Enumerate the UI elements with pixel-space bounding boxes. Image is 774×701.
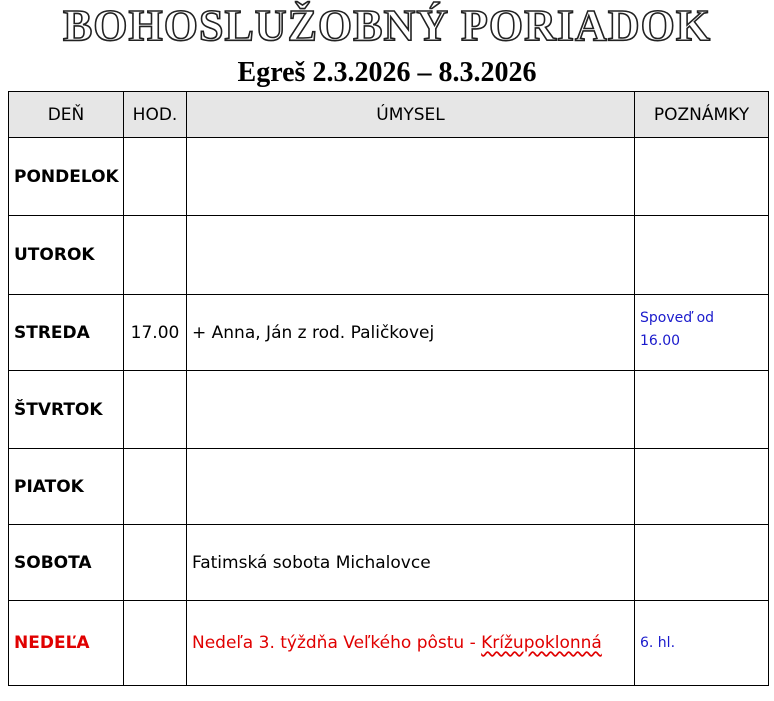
day-cell: UTOROK: [9, 216, 124, 295]
intention-cell: [187, 138, 635, 216]
table-row: [9, 449, 769, 525]
intention-cell: [187, 371, 635, 449]
note-cell: 6. hl.: [635, 601, 769, 686]
date-range-subtitle: Egreš 2.3.2026 – 8.3.2026: [237, 57, 537, 88]
note-cell: [635, 138, 769, 216]
intention-cell: + Anna, Ján z rod. Paličkovej: [187, 295, 635, 371]
time-cell: 17.00: [124, 295, 187, 371]
time-cell: [124, 216, 187, 295]
note-cell: [635, 449, 769, 525]
intention-cell: Fatimská sobota Michalovce: [187, 525, 635, 601]
schedule-table: [8, 91, 769, 686]
note-line: 16.00: [640, 333, 681, 349]
note-cell: [635, 216, 769, 295]
day-cell: SOBOTA: [9, 525, 124, 601]
column-header-time: HOD.: [124, 92, 187, 138]
intention-cell: [187, 216, 635, 295]
table-row: [9, 601, 769, 686]
day-cell: ŠTVRTOK: [9, 371, 124, 449]
time-cell: [124, 138, 187, 216]
time-cell: [124, 601, 187, 686]
day-cell: PIATOK: [9, 449, 124, 525]
intention-text: Nedeľa 3. týždňa Veľkého pôstu -: [192, 633, 482, 653]
table-row: [9, 216, 769, 295]
day-cell: STREDA: [9, 295, 124, 371]
column-header-intention: ÚMYSEL: [187, 92, 635, 138]
note-cell: [635, 295, 769, 371]
column-header-day: DEŇ: [9, 92, 124, 138]
table-row: [9, 295, 769, 371]
table-row: [9, 525, 769, 601]
table-header-row: [9, 92, 769, 138]
time-cell: [124, 525, 187, 601]
day-cell: PONDELOK: [9, 138, 124, 216]
day-cell: NEDEĽA: [9, 601, 124, 686]
table-row: [9, 138, 769, 216]
column-header-notes: POZNÁMKY: [635, 92, 769, 138]
intention-cell: [187, 601, 635, 686]
intention-cell: [187, 449, 635, 525]
intention-underlined-text: Krížupoklonná: [481, 633, 602, 653]
note-cell: [635, 371, 769, 449]
page-title: BOHOSLUŽOBNÝ PORIADOK: [62, 1, 712, 50]
time-cell: [124, 371, 187, 449]
note-cell: [635, 525, 769, 601]
time-cell: [124, 449, 187, 525]
table-row: [9, 371, 769, 449]
note-line: Spoveď od: [640, 310, 715, 326]
